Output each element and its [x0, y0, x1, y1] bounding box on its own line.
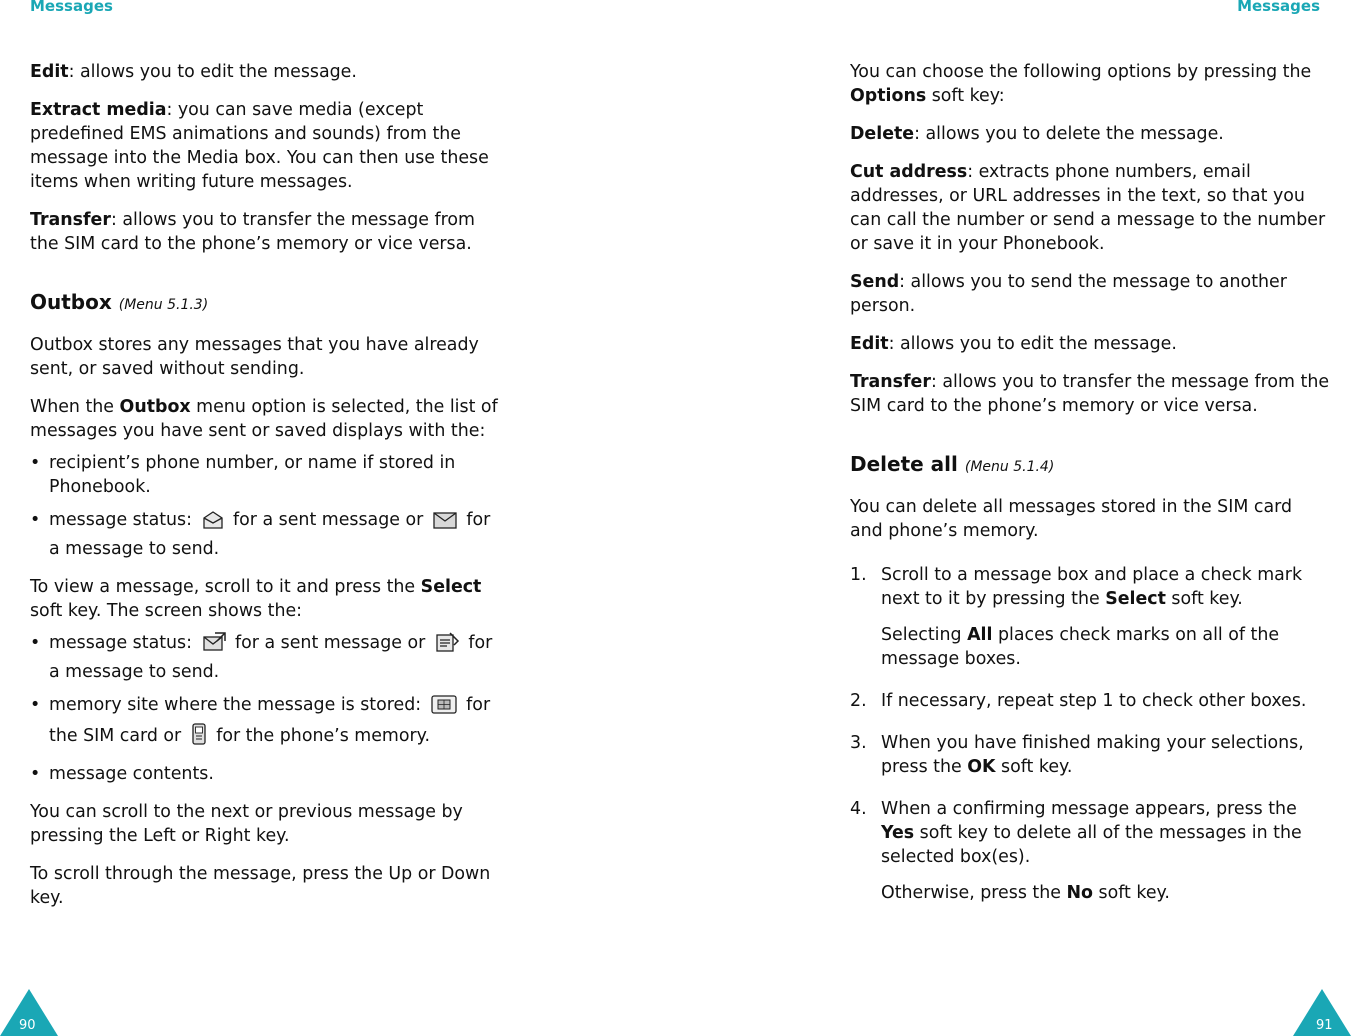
- term: All: [967, 625, 993, 645]
- term: Yes: [881, 823, 915, 843]
- term: No: [1066, 883, 1093, 903]
- page-number-right: [1293, 989, 1351, 1036]
- delete-all-heading: [850, 452, 1330, 479]
- scroll-up-down-text: To scroll through the message, press the Up or Down key.: [30, 864, 491, 908]
- term: Extract media: [30, 100, 167, 120]
- term: Cut address: [850, 162, 968, 182]
- text: To view a message, scroll to it and press the: [30, 577, 421, 597]
- list-item: • message contents.: [30, 762, 500, 786]
- menu-ref: (Menu 5.1.3): [118, 297, 209, 313]
- text: Scroll to a message box and place a check mark next to it by pressing the: [881, 565, 1303, 609]
- text: soft key.: [1093, 883, 1170, 903]
- step-item: [850, 797, 1330, 869]
- term: Outbox: [119, 397, 191, 417]
- options-intro: [850, 60, 1330, 108]
- term: OK: [967, 757, 996, 777]
- step-number: 3.: [850, 733, 867, 753]
- page-number: 91: [1316, 1018, 1333, 1033]
- text: When the: [30, 397, 120, 417]
- text: for a sent message or: [227, 510, 429, 530]
- term: Transfer: [850, 372, 931, 392]
- desc: : allows you to transfer the message from the SIM card to the phone’s memory or vice versa.: [30, 210, 475, 254]
- step-item: [850, 689, 1330, 713]
- list-item: [30, 693, 500, 753]
- list-item: [30, 631, 500, 684]
- text: When you have finished making your selections, press the: [881, 733, 1304, 777]
- term: Delete: [850, 124, 915, 144]
- scroll-left-right-text: You can scroll to the next or previous message by pressing the Left or Right key.: [30, 802, 463, 846]
- text: message status:: [49, 510, 198, 530]
- text: soft key.: [1165, 589, 1243, 609]
- text: for a message to send.: [49, 633, 493, 682]
- text: Selecting: [881, 625, 968, 645]
- term: Transfer: [30, 210, 111, 230]
- page-header-left: Messages: [30, 0, 113, 15]
- text: for the SIM card or: [49, 695, 491, 746]
- envelope-closed-icon: [432, 510, 458, 537]
- delete-option: [850, 122, 1330, 146]
- text: for a sent message or: [229, 633, 431, 653]
- envelope-open-icon: [201, 510, 225, 537]
- text: soft key to delete all of the messages in the selected box(es).: [881, 823, 1302, 867]
- desc: : extracts phone numbers, email addresses, or URL addresses in the text, so that you can call the number or send a message to the number or save it in your Phonebook.: [850, 162, 1326, 254]
- view-message-text: [30, 575, 500, 623]
- text: for the phone’s memory.: [210, 726, 431, 746]
- text: soft key. The screen shows the:: [30, 601, 303, 621]
- text: menu option is selected, the list of messages you have sent or saved displays with the:: [30, 397, 498, 441]
- edit-option: [850, 332, 1330, 356]
- list-item: • recipient’s phone number, or name if stored in Phonebook.: [30, 451, 500, 499]
- text: places check marks on all of the message boxes.: [881, 625, 1280, 669]
- term: Edit: [30, 62, 69, 82]
- edit-option: [30, 60, 500, 84]
- sim-card-icon: [430, 693, 458, 722]
- page-header-right: Messages: [1237, 0, 1320, 15]
- step-note: [850, 881, 1330, 905]
- text: You can choose the following options by pressing the: [850, 62, 1312, 82]
- sent-message-icon: [201, 631, 227, 660]
- delete-all-intro: You can delete all messages stored in the SIM card and phone’s memory.: [850, 497, 1292, 541]
- text: for a message to send.: [49, 510, 491, 559]
- right-column: [850, 60, 1330, 923]
- text: soft key.: [995, 757, 1073, 777]
- term: Select: [1105, 589, 1166, 609]
- page-number-left: [0, 989, 58, 1036]
- term: Options: [850, 86, 927, 106]
- text: When a confirming message appears, press the: [881, 799, 1297, 819]
- term: Send: [850, 272, 900, 292]
- step-number: 1.: [850, 565, 867, 585]
- term: Edit: [850, 334, 889, 354]
- unsent-message-icon: [434, 631, 460, 660]
- outbox-heading: [30, 290, 500, 317]
- text: soft key:: [926, 86, 1005, 106]
- list-item: [30, 508, 500, 561]
- send-option: [850, 270, 1330, 318]
- text: If necessary, repeat step 1 to check other boxes.: [881, 691, 1307, 711]
- outbox-select-text: [30, 395, 500, 443]
- step-item: [850, 731, 1330, 779]
- transfer-option: [850, 370, 1330, 418]
- phone-memory-icon: [190, 722, 208, 753]
- extract-media-option: [30, 98, 500, 194]
- menu-ref: (Menu 5.1.4): [964, 459, 1055, 475]
- text: message status:: [49, 633, 198, 653]
- step-item: [850, 563, 1330, 611]
- desc: : allows you to transfer the message from the SIM card to the phone’s memory or vice versa.: [850, 372, 1330, 416]
- desc: : allows you to edit the message.: [888, 334, 1177, 354]
- cut-address-option: [850, 160, 1330, 256]
- transfer-option: [30, 208, 500, 256]
- desc: : allows you to edit the message.: [68, 62, 357, 82]
- outbox-intro: Outbox stores any messages that you have already sent, or saved without sending.: [30, 335, 479, 379]
- text: memory site where the message is stored:: [49, 695, 427, 715]
- heading-title: Outbox: [30, 290, 112, 314]
- step-number: 4.: [850, 799, 867, 819]
- desc: : allows you to delete the message.: [914, 124, 1224, 144]
- step-note: [850, 623, 1330, 671]
- heading-title: Delete all: [850, 452, 958, 476]
- text: Otherwise, press the: [881, 883, 1067, 903]
- step-number: 2.: [850, 691, 867, 711]
- term: Select: [420, 577, 482, 597]
- page-number: 90: [19, 1018, 36, 1033]
- desc: : allows you to send the message to another person.: [850, 272, 1287, 316]
- desc: : you can save media (except predefined EMS animations and sounds) from the message into the Media box. You can then use these items when writing future messages.: [30, 100, 489, 192]
- left-column: [30, 60, 500, 924]
